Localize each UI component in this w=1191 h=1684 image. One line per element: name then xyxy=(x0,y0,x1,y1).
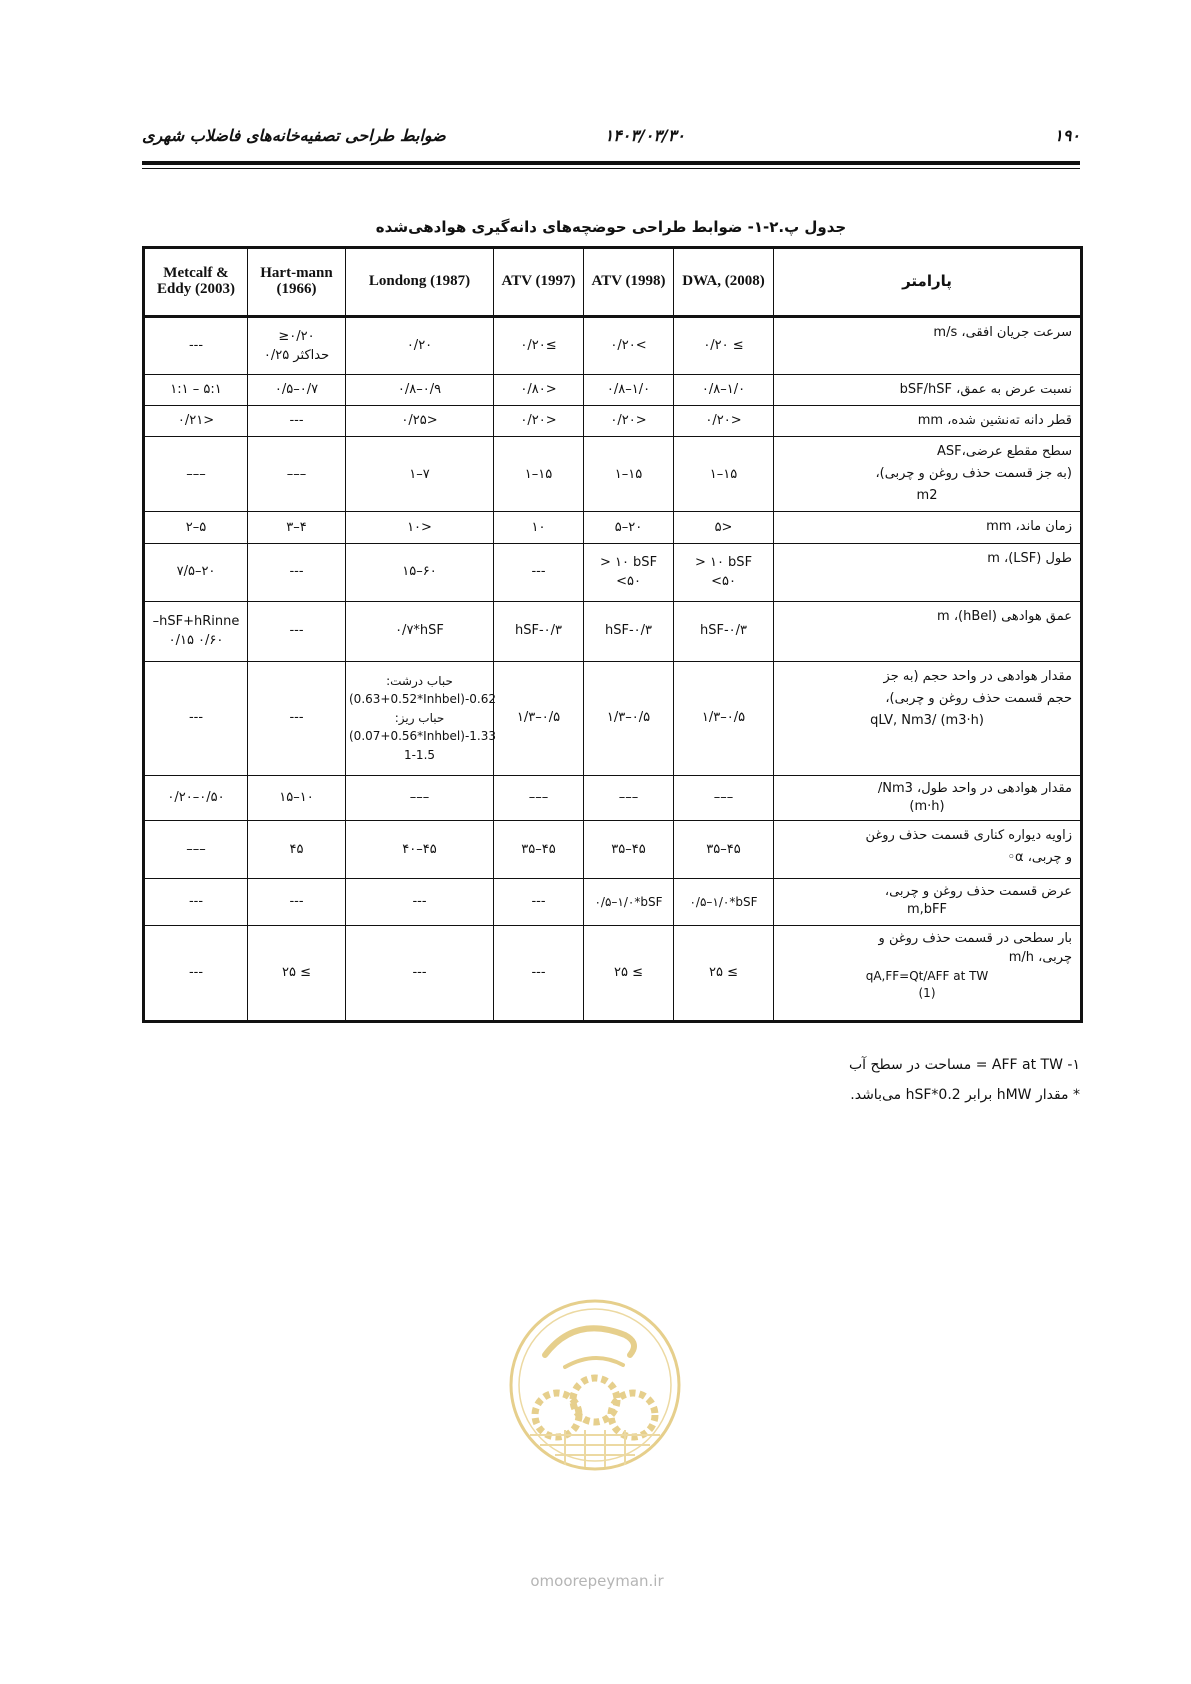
cell-londong: ۱–۷ xyxy=(346,437,494,512)
cell-hartmann: --- xyxy=(248,601,346,661)
cell-dwa xyxy=(674,543,774,601)
cell-metcalf: ––– xyxy=(144,437,248,512)
cell-dwa: ۰/۲۰ ≤ xyxy=(674,317,774,375)
table-notes xyxy=(142,1050,1080,1110)
cell-dwa: ۳۵–۴۵ xyxy=(674,820,774,878)
cell-atv1997: ۰/۲۰> xyxy=(494,406,584,437)
param-line: (1) xyxy=(918,986,936,1001)
cell-londong: ––– xyxy=(346,775,494,820)
note-hmw: * مقدار hMW برابر 0.2*hSF می‌باشد. xyxy=(850,1087,1080,1103)
cell-atv1998: ۵–۲۰ xyxy=(584,512,674,543)
cell-hartmann: --- xyxy=(248,406,346,437)
param-line: qLV, Nm3/ (m3·h) xyxy=(870,712,984,728)
cell-parameter xyxy=(774,661,1082,775)
cell-parameter: سرعت جریان افقی، m/s xyxy=(774,317,1082,375)
cell-londong: --- xyxy=(346,878,494,925)
page-number: ۱۹۰ xyxy=(1054,126,1080,145)
cell-atv1997: ۱–۱۵ xyxy=(494,437,584,512)
cell-hartmann: --- xyxy=(248,878,346,925)
col-header-dwa: DWA, (2008) xyxy=(674,248,774,317)
table-row xyxy=(144,601,1082,661)
header-date: ۱۴۰۳/۰۳/۳۰ xyxy=(604,126,685,145)
cell-metcalf: --- xyxy=(144,317,248,375)
cell-atv1997: ۰/۸۰> xyxy=(494,375,584,406)
cell-parameter xyxy=(774,775,1082,820)
cell-line: > ۱۰ bSF xyxy=(599,554,658,570)
cell-dwa: ۲۵ ≤ xyxy=(674,925,774,1021)
cell-londong xyxy=(346,661,494,775)
cell-dwa: ۱/۳–۰/۵ xyxy=(674,661,774,775)
table-row xyxy=(144,775,1082,820)
cell-hartmann: ۲۵ ≤ xyxy=(248,925,346,1021)
watermark-site: omoorepeyman.ir xyxy=(530,1572,664,1590)
cell-atv1997: ۰/۲۰≤ xyxy=(494,317,584,375)
cell-metcalf xyxy=(144,601,248,661)
cell-atv1998: ۱–۱۵ xyxy=(584,437,674,512)
cell-parameter: عمق هوادهی (hBel)، m xyxy=(774,601,1082,661)
cell-line: <۵۰ xyxy=(616,574,641,590)
cell-atv1998: ۰/۸–۱/۰ xyxy=(584,375,674,406)
param-line: زاویه دیواره کناری قسمت حذف روغن xyxy=(865,827,1072,843)
table-row xyxy=(144,820,1082,878)
cell-londong: ۰/۲۰ xyxy=(346,317,494,375)
cell-line: ۰/۱۵ ۰/۶۰ xyxy=(168,633,224,649)
table-row xyxy=(144,317,1082,375)
cell-atv1998: ۰/۲۰> xyxy=(584,406,674,437)
cell-metcalf: ۷/۵–۲۰ xyxy=(144,543,248,601)
cell-metcalf: ۲–۵ xyxy=(144,512,248,543)
cell-londong: ۴۰–۴۵ xyxy=(346,820,494,878)
cell-line: حباب درشت: xyxy=(386,673,453,688)
cell-atv1997: ––– xyxy=(494,775,584,820)
cell-londong: ۱۰> xyxy=(346,512,494,543)
cell-hartmann: ۳–۴ xyxy=(248,512,346,543)
cell-dwa: hSF-۰/۳ xyxy=(674,601,774,661)
table-row xyxy=(144,661,1082,775)
table-row xyxy=(144,925,1082,1021)
cell-hartmann: ۰/۵–۰/۷ xyxy=(248,375,346,406)
param-line: حجم قسمت حذف روغن و چربی)، xyxy=(885,690,1072,706)
cell-atv1998: ۲۵ ≤ xyxy=(584,925,674,1021)
cell-line: حباب ریز: xyxy=(394,710,445,725)
cell-parameter xyxy=(774,820,1082,878)
cell-parameter xyxy=(774,878,1082,925)
table-row xyxy=(144,375,1082,406)
cell-londong: ۰/۲۵> xyxy=(346,406,494,437)
cell-metcalf: ۰/۲۰–۰/۵۰ xyxy=(144,775,248,820)
param-line: مقدار هوادهی در واحد حجم (به جز xyxy=(883,668,1072,684)
cell-londong: --- xyxy=(346,925,494,1021)
param-line: (m·h) xyxy=(909,798,945,814)
cell-dwa: ––– xyxy=(674,775,774,820)
cell-dwa: ۵> xyxy=(674,512,774,543)
table-caption: جدول پ.۲-۱- ضوابط طراحی حوضچه‌های دانه‌گیری هوادهی‌شده xyxy=(375,218,847,236)
cell-atv1998: ۳۵–۴۵ xyxy=(584,820,674,878)
cell-atv1998 xyxy=(584,543,674,601)
header-rule-thin xyxy=(142,168,1080,169)
table-row xyxy=(144,437,1082,512)
cell-dwa: ۰/۸–۱/۰ xyxy=(674,375,774,406)
col-header-atv1997: ATV (1997) xyxy=(494,248,584,317)
cell-parameter: طول (LSF)، m xyxy=(774,543,1082,601)
cell-atv1998: hSF-۰/۳ xyxy=(584,601,674,661)
cell-londong: ۱۵–۶۰ xyxy=(346,543,494,601)
table-row xyxy=(144,406,1082,437)
param-line: چربی، m/h xyxy=(1008,949,1072,965)
cell-londong: ۰/۸–۰/۹ xyxy=(346,375,494,406)
cell-atv1997: hSF-۰/۳ xyxy=(494,601,584,661)
cell-atv1998: ۰/۵–۱/۰*bSF xyxy=(584,878,674,925)
cell-hartmann: ۱۵–۱۰ xyxy=(248,775,346,820)
cell-dwa: ۱–۱۵ xyxy=(674,437,774,512)
param-line: (به جز قسمت حذف روغن و چربی)، xyxy=(875,466,1072,482)
cell-dwa: ۰/۵–۱/۰*bSF xyxy=(674,878,774,925)
cell-metcalf: --- xyxy=(144,661,248,775)
col-header-londong: Londong (1987) xyxy=(346,248,494,317)
cell-metcalf: ۰/۲۱> xyxy=(144,406,248,437)
cell-parameter xyxy=(774,437,1082,512)
cell-line: ۰/۲۰≤ xyxy=(278,328,315,344)
table-row xyxy=(144,878,1082,925)
cell-metcalf: ۱:۱ – ۵:۱ xyxy=(144,375,248,406)
param-line: و چربی، α◦ xyxy=(1007,850,1072,866)
cell-metcalf: ––– xyxy=(144,820,248,878)
cell-parameter: نسبت عرض به عمق، bSF/hSF xyxy=(774,375,1082,406)
cell-atv1997: ۱/۳–۰/۵ xyxy=(494,661,584,775)
cell-line: (0.63+0.52*Inhbel)-0.62 xyxy=(349,692,496,707)
cell-dwa: ۰/۲۰> xyxy=(674,406,774,437)
header-rule-thick xyxy=(142,161,1080,165)
cell-line: 1-1.5 xyxy=(403,747,436,762)
table-row xyxy=(144,543,1082,601)
param-line: مقدار هوادهی در واحد طول، Nm3/ xyxy=(877,780,1072,796)
cell-atv1997: --- xyxy=(494,543,584,601)
cell-metcalf: --- xyxy=(144,925,248,1021)
param-line: m,bFF xyxy=(906,902,947,918)
cell-parameter: قطر دانه ته‌نشین شده، mm xyxy=(774,406,1082,437)
col-header-atv1998: ATV (1998) xyxy=(584,248,674,317)
param-line: عرض قسمت حذف روغن و چربی، xyxy=(884,883,1072,899)
cell-atv1997: ۱۰ xyxy=(494,512,584,543)
cell-parameter xyxy=(774,925,1082,1021)
table-row xyxy=(144,512,1082,543)
note-surface-area: ۱- AFF at TW = مساحت در سطح آب xyxy=(848,1057,1080,1073)
col-header-hartmann: Hart-mann (1966) xyxy=(248,248,346,317)
cell-atv1998: ۰/۲۰< xyxy=(584,317,674,375)
cell-line: حداکثر ۰/۲۵ xyxy=(263,348,330,363)
cell-line: <۵۰ xyxy=(711,574,736,590)
cell-atv1997: ۳۵–۴۵ xyxy=(494,820,584,878)
col-header-parameter: پارامتر xyxy=(774,248,1082,317)
cell-hartmann: --- xyxy=(248,661,346,775)
cell-hartmann: ۴۵ xyxy=(248,820,346,878)
design-criteria-table xyxy=(142,246,1083,1023)
page-header xyxy=(142,126,1080,154)
cell-line: > ۱۰ bSF xyxy=(694,554,753,570)
param-line: qA,FF=Qt/AFF at TW xyxy=(865,968,989,983)
cell-atv1998: ۱/۳–۰/۵ xyxy=(584,661,674,775)
cell-hartmann xyxy=(248,317,346,375)
watermark-logo-icon xyxy=(505,1295,685,1475)
table-header-row xyxy=(144,248,1082,317)
cell-hartmann: ––– xyxy=(248,437,346,512)
param-line: بار سطحی در قسمت حذف روغن و xyxy=(878,930,1072,946)
cell-hartmann: --- xyxy=(248,543,346,601)
cell-atv1997: --- xyxy=(494,925,584,1021)
param-line: سطح مقطع عرضی،ASF xyxy=(937,444,1072,460)
header-title: ضوابط طراحی تصفیه‌خانه‌های فاضلاب شهری xyxy=(142,126,446,145)
param-line: m2 xyxy=(916,488,938,504)
cell-atv1998: ––– xyxy=(584,775,674,820)
cell-line: (0.07+0.56*Inhbel)-1.33 xyxy=(349,729,496,744)
cell-atv1997: --- xyxy=(494,878,584,925)
col-header-metcalf: Metcalf & Eddy (2003) xyxy=(144,248,248,317)
cell-line: –hSF+hRinne xyxy=(152,613,240,629)
cell-metcalf: --- xyxy=(144,878,248,925)
cell-parameter: زمان ماند، mm xyxy=(774,512,1082,543)
cell-londong: ۰/۷*hSF xyxy=(346,601,494,661)
